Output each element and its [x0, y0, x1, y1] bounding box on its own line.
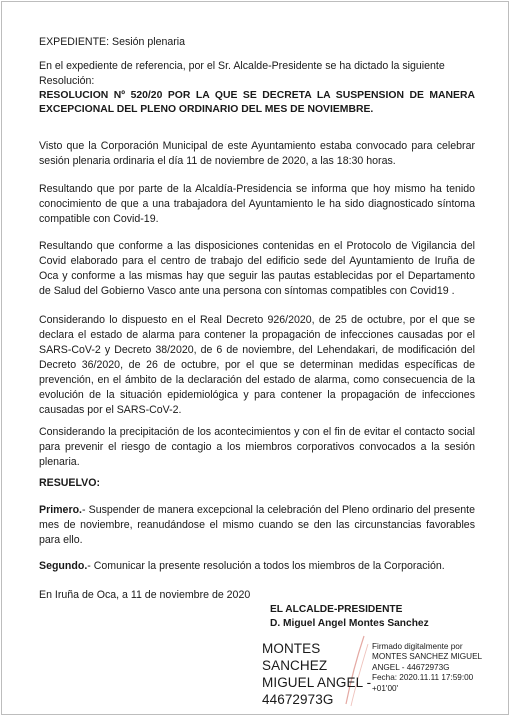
stamp-line-3: 44672973G — [262, 692, 334, 707]
signatory-title: EL ALCALDE-PRESIDENTE — [270, 604, 403, 615]
detail-line-3: ANGEL - 44672973G — [372, 662, 450, 672]
paragraph-considerando-1: Considerando lo dispuesto en el Real Decreto 926/2020, de 25 de octubre, por el que se declara el estado de alarma para contener la propagación de infecciones causadas por el SARS-CoV-2 y Decreto 38/2020, de 6 de noviembre, del Lehendakari, de modificación del Decreto 36/2020, de 26 de octubre, por el que se determinan medidas específicas de prevención, en el ámbito de la declaración del estado de alarma, como consecuencia de la evolución de la situación epidemiológica y para contener la propagación de infecciones causadas por el SARS-CoV-2. — [39, 314, 475, 416]
primero-label: Primero. — [39, 504, 82, 516]
detail-line-1: Firmado digitalmente por — [372, 642, 463, 651]
signatory-name: D. Miguel Angel Montes Sanchez — [270, 618, 429, 629]
stamp-line-2: MIGUEL ANGEL - — [262, 675, 372, 690]
date-place-line: En Iruña de Oca, a 11 de noviembre de 2020 — [39, 589, 251, 601]
digital-signature-details — [372, 642, 504, 694]
segundo-clause — [39, 559, 475, 574]
resuelvo-heading: RESUELVO: — [39, 477, 101, 489]
primero-clause — [39, 503, 475, 548]
document-page — [1, 1, 509, 715]
stamp-line-1: MONTES SANCHEZ — [262, 641, 328, 673]
segundo-text: - Comunicar la presente resolución a todos los miembros de la Corporación. — [87, 560, 445, 572]
resolution-title: RESOLUCION Nº 520/20 POR LA QUE SE DECRETA LA SUSPENSION DE MANERA EXCEPCIONAL DEL PLENO ORDINARIO DEL MES DE NOVIEMBRE. — [39, 90, 475, 115]
segundo-label: Segundo. — [39, 560, 88, 572]
primero-text: - Suspender de manera excepcional la celebración del Pleno ordinario del presente mes de noviembre, reanudándose el mismo cuando se den las circunstancias favorables para ello. — [39, 504, 475, 546]
paragraph-resultando-2: Resultando que conforme a las disposiciones contenidas en el Protocolo de Vigilancia del Covid elaborado para el centro de trabajo del edificio sede del Ayuntamiento de Iruña de Oca y conforme a las mismas hay que seguir las pautas establecidas por el Departamento de Salud del Gobierno Vasco ante una persona con síntomas compatibles con Covid19 . — [39, 240, 475, 297]
digital-signature-stamp — [262, 640, 372, 708]
intro-paragraph: En el expediente de referencia, por el Sr. Alcalde-Presidente se ha dictado la siguiente Resolución: — [39, 60, 445, 87]
detail-line-2: MONTES SANCHEZ MIGUEL — [372, 652, 483, 662]
detail-line-5: +01'00' — [372, 683, 399, 693]
paragraph-visto: Visto que la Corporación Municipal de este Ayuntamiento estaba convocado para celebrar sesión plenaria ordinaria el día 11 de noviembre de 2020, a las 18:30 horas. — [39, 140, 475, 167]
paragraph-resultando-1: Resultando que por parte de la Alcaldía-Presidencia se informa que hoy mismo ha tenido conocimiento de que a una trabajadora del Ayuntamiento le ha sido diagnosticado síntoma compatible con Covid-19. — [39, 183, 475, 225]
paragraph-considerando-2: Considerando la precipitación de los acontecimientos y con el fin de evitar el contacto social para prevenir el riesgo de contagio a los miembros corporativos convocados a la sesión plenaria. — [39, 426, 475, 468]
expediente-line: EXPEDIENTE: Sesión plenaria — [39, 36, 186, 48]
detail-line-4: Fecha: 2020.11.11 17:59:00 — [372, 673, 474, 683]
